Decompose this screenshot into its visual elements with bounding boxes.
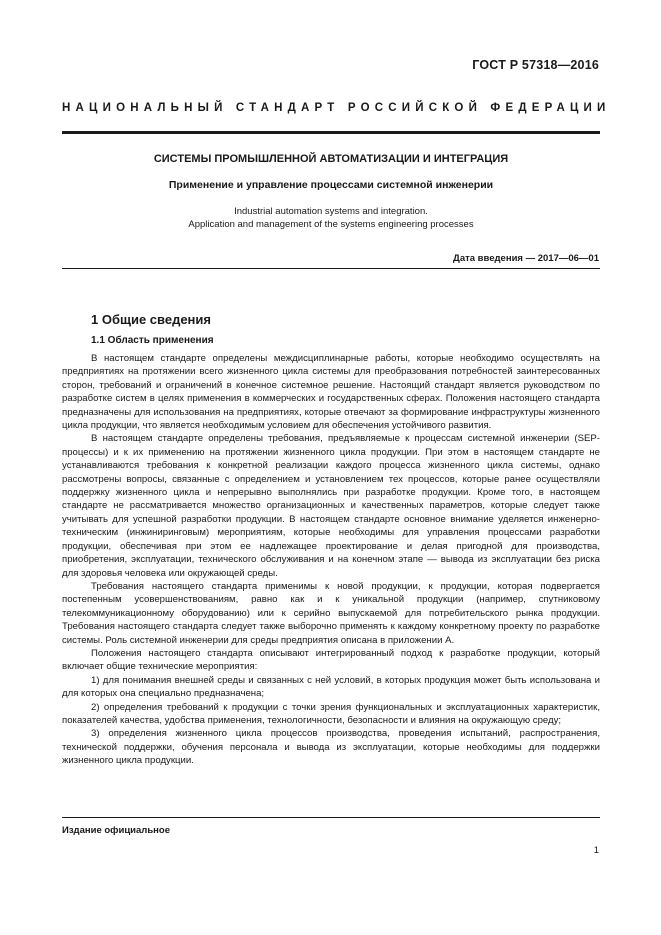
subsection-heading: 1.1 Область применения bbox=[91, 335, 214, 346]
paragraph: В настоящем стандарте определены междисциплинарные работы, которые необходимо осуществлять на предприятиях на протяжении всего жизненного цикла системы для преобразования потребностей заинтересованных сторон, требований и ограничений в конечное системное решение. Настоящий стандарт является руководством по разработке систем в целях применения в коммерческих и государственных сферах. Положения настоящего стандарта предназначены для использования на предприятиях, которые отвечают за формирование инфраструктуры жизненного цикла продукции, что является необходимым условием для обеспечения устойчивого развития. bbox=[62, 353, 600, 432]
paragraph: В настоящем стандарте определены требования, предъявляемые к процессам системной инженерии (SEP-процессы) и к их применению на протяжении жизненного цикла продукции. При этом в настоящем стандарте не устанавливаются требования к конкретной реализации каждого процесса жизненного цикла системы, однако рассмотрены вопросы, связанные с определением и установлением тех процессов, которые ранее осуществляли поддержку жизненного цикла и непрерывно выполнялись при разработке продукции. Кроме того, в настоящем стандарте не рассматривается множество организационных и качественных параметров, которые следует также учитывать для успешной разработки продукции. В настоящем стандарте основное внимание уделяется инженерно-техническим (инжиниринговым) мероприятиям, которые необходимы для управления процессами разработки продукции, обеспечивая при этом ее надлежащее проектирование и делая пригодной для производства, приобретения, эксплуатации, технического обслуживания и на конечном этапе — вывода из эксплуатации без риска для здоровья человека или окружающей среды. bbox=[62, 433, 600, 579]
edition-label: Издание официальное bbox=[62, 825, 170, 836]
list-item: 3) определения жизненного цикла процессов производства, проведения испытаний, распространения, технической поддержки, обучения персонала и вывода из эксплуатации, которые необходимы для поддержки жизненного цикла продукции. bbox=[62, 728, 600, 767]
footer-divider bbox=[62, 817, 600, 818]
title-divider bbox=[62, 268, 600, 269]
document-number: ГОСТ Р 57318—2016 bbox=[472, 58, 599, 72]
standard-title: СИСТЕМЫ ПРОМЫШЛЕННОЙ АВТОМАТИЗАЦИИ И ИНТЕГРАЦИЯ bbox=[153, 153, 509, 165]
paragraph: Требования настоящего стандарта применимы к новой продукции, к продукции, которая подвергается постепенным усовершенствованиям, равно как и к уникальной продукции (например, спутниковому телекоммуникационному оборудованию) или к серийно выпускаемой для потребительского рынка продукции. Требования настоящего стандарта следует также выборочно применять к каждому конкретному проекту по разработке системы. Роль системной инженерии для среды предприятия описана в приложении А. bbox=[62, 580, 600, 646]
english-title bbox=[62, 205, 600, 231]
section-heading: 1 Общие сведения bbox=[91, 312, 211, 327]
header-divider bbox=[62, 131, 600, 134]
standard-subtitle: Применение и управление процессами системной инженерии bbox=[168, 179, 494, 191]
page-number: 1 bbox=[593, 845, 599, 856]
national-standard-title: НАЦИОНАЛЬНЫЙ СТАНДАРТ РОССИЙСКОЙ ФЕДЕРАЦИИ bbox=[62, 102, 611, 114]
list-item: 2) определения требований к продукции с точки зрения функциональных и эксплуатационных характеристик, показателей качества, удобства применения, технологичности, безопасности и влияния на окружающую среду; bbox=[62, 701, 600, 726]
list-item: 1) для понимания внешней среды и связанных с ней условий, в которых продукция может быть использована и для которых она специально предназначена; bbox=[62, 674, 600, 700]
paragraph: Положения настоящего стандарта описывают интегрированный подход к разработке продукции, который включает общие технические мероприятия: bbox=[62, 647, 600, 673]
body-text bbox=[62, 352, 600, 768]
english-title-line-1: Industrial automation systems and integration. bbox=[234, 206, 428, 217]
introduction-date: Дата введения — 2017—06—01 bbox=[453, 253, 599, 264]
english-title-line-2: Application and management of the systems engineering processes bbox=[188, 219, 474, 230]
